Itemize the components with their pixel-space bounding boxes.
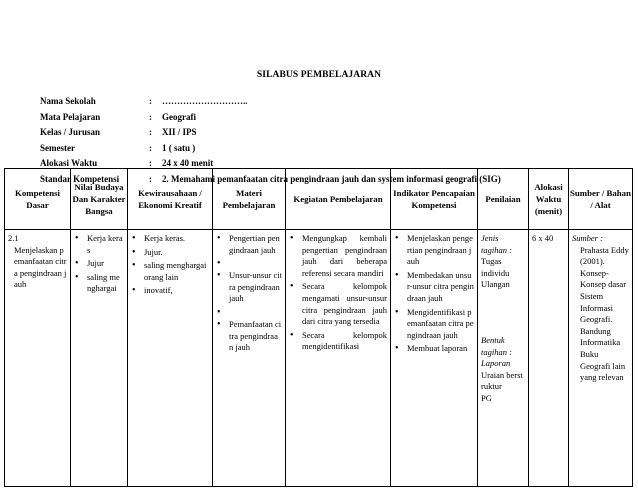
meta-value: 2. Memahami pemanfaatan citra pengindraan jauh dan system informasi geografi (SIG) [162, 173, 501, 184]
document-title: SILABUS PEMBELAJARAN [256, 70, 382, 80]
cell-sumber [569, 230, 633, 487]
kd-text: Menjelaskan pemanfaatan citra pengindraan jauh [14, 244, 67, 290]
jenis-tagihan-label: Jenis tagihan : [481, 233, 512, 255]
header-nilai-budaya: Nilai Budaya Dan Karakter Bangsa [71, 169, 128, 230]
meta-colon: : [149, 142, 152, 153]
cell-kewirausahaan [128, 230, 213, 487]
header-kegiatan: Kegiatan Pembelajaran [286, 169, 391, 230]
list-item: • Kerja keras [74, 233, 124, 256]
spacer [481, 291, 525, 335]
cell-kompetensi-dasar [5, 230, 71, 487]
list-item: • Secara kelompok mengidentifikasi [289, 330, 387, 353]
meta-label: Nama Sekolah [40, 96, 96, 106]
meta-label: Standar Kompetensi [40, 173, 120, 184]
meta-label: Alokasi Waktu [40, 158, 98, 168]
meta-value: ……………………….. [162, 96, 248, 106]
list-item: • Menjelaskan pengertian pengindraan jauh [394, 233, 474, 268]
list-item: • saling menghargai [74, 272, 124, 295]
header-indikator: Indikator Pencapaian Kompetensi [391, 169, 478, 230]
syllabus-table [4, 168, 633, 487]
cell-materi [213, 230, 286, 487]
meta-colon: : [149, 173, 152, 184]
sumber-text: Prahasta Eddy (2001). Konsep-Konsep dasar Sistem Informasi Geografi. Bandung Informatika Buku Geografi lain yang relevan [580, 244, 629, 383]
header-alokasi: Alokasi Waktu (menit) [529, 169, 569, 230]
spacer [216, 307, 282, 317]
table-row [5, 230, 633, 487]
header-penilaian: Penilaian [478, 169, 529, 230]
list-item: • Secara kelompok mengamati unsur-unsur citra pengindraan jauh dari citra yang tersedia [289, 281, 387, 327]
list-item: • Mengidentifikasi pemanfaatan citra pengindraan jauh [394, 307, 474, 342]
alokasi-value: 6 x 40 [532, 233, 554, 243]
header-sumber: Sumber / Bahan / Alat [569, 169, 633, 230]
meta-colon: : [149, 96, 152, 106]
kd-number: 2.1 [8, 233, 19, 243]
bentuk-item: Uraian berstruktur [481, 369, 523, 392]
jenis-item: Tugas individu [481, 256, 510, 278]
list-item: • Unsur-unsur citra pengindraan jauh [216, 270, 282, 305]
meta-colon: : [149, 158, 152, 168]
meta-colon: : [149, 111, 152, 122]
meta-value: 1 ( satu ) [162, 142, 196, 153]
meta-value: 24 x 40 menit [162, 158, 214, 168]
bentuk-tagihan-label: Bentuk tagihan : Laporan [481, 334, 512, 369]
list-item: • saling menghargai orang lain [131, 260, 209, 283]
list-item: • Membedakan unsur-unsur citra pengindraan jauh [394, 270, 474, 305]
meta-label: Mata Pelajaran [40, 111, 101, 122]
list-item: • inovatif, [131, 285, 209, 297]
list-item: • Kerja keras. [131, 233, 209, 245]
meta-colon: : [149, 127, 152, 137]
header-kewirausahaan: Kewirausahaan / Ekonomi Kreatif [128, 169, 213, 230]
list-item: • Pengertian pengindraan jauh [216, 233, 282, 256]
header-materi: Materi Pembelajaran [213, 169, 286, 230]
meta-label: Kelas / Jurusan [40, 127, 101, 137]
cell-penilaian [478, 230, 529, 487]
list-item: • Membuat laporan [394, 343, 474, 355]
sumber-label: Sumber : [572, 233, 603, 243]
cell-indikator [391, 230, 478, 487]
jenis-item: Ulangan [481, 279, 510, 290]
cell-nilai-budaya [71, 230, 128, 487]
list-item: • Jujur. [131, 247, 209, 259]
meta-value: Geografi [162, 111, 196, 122]
header-kompetensi-dasar: Kompetensi Dasar [5, 169, 71, 230]
list-item: • Pemanfaatan citra pengindraan jauh [216, 319, 282, 354]
cell-alokasi [529, 230, 569, 487]
list-item: • Jujur [74, 258, 124, 270]
header-row [5, 169, 633, 230]
meta-label: Semester [40, 142, 75, 153]
list-item: • Mengungkap kembali pengertian pengindraan jauh dari beberapa referensi secara mandiri [289, 233, 387, 279]
spacer [216, 258, 282, 268]
bentuk-item: PG [481, 392, 492, 403]
cell-kegiatan [286, 230, 391, 487]
meta-value: XII / IPS [162, 127, 197, 137]
